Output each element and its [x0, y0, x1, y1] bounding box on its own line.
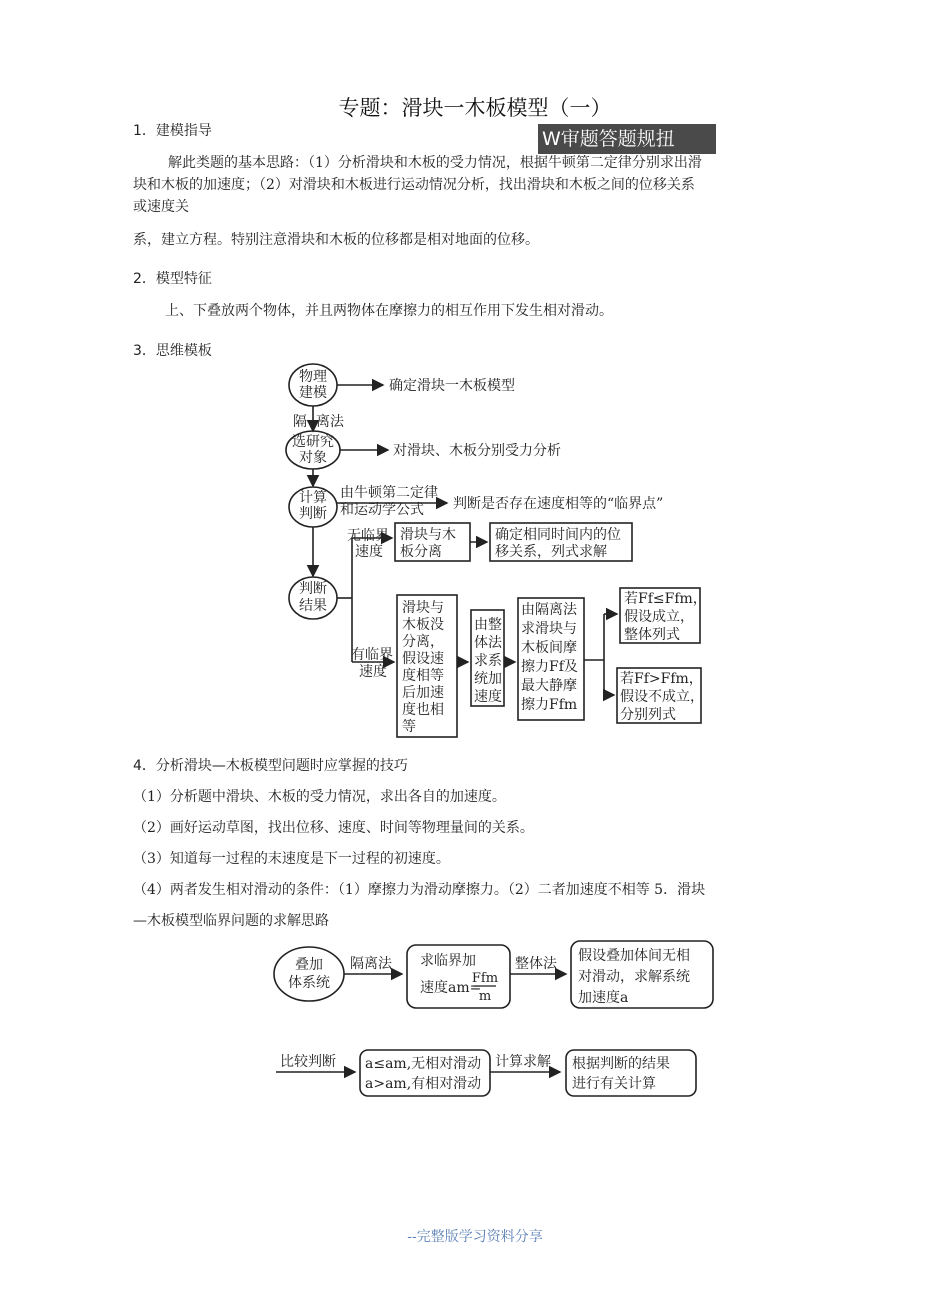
flow2-node3-line-3: 加速度a — [578, 990, 629, 1006]
section-3-heading: 3．思维模板 — [133, 343, 212, 359]
tip-1: （1）分析题中滑块、木板的受力情况，求出各自的加速度。 — [133, 789, 506, 805]
assume-box-line-7: 度也相 — [402, 702, 444, 718]
assume-box-line-4: 假设速 — [402, 651, 444, 667]
node3-line1: 计算 — [299, 490, 327, 506]
label-isolation-a: 隔 — [293, 414, 307, 430]
node2-line2: 对象 — [299, 450, 327, 466]
flow2-compare-b: a>am,有相对滑动 — [365, 1076, 482, 1092]
flow2-node2-line2: 速度am= — [420, 980, 482, 996]
flow2-edge-isolation: 隔离法 — [350, 956, 392, 972]
flow2-frac-den: m — [478, 989, 492, 1004]
node4-line1: 判断 — [299, 581, 327, 597]
section-1-heading: 1．建模指导 — [133, 123, 212, 139]
node2-line1: 选研究 — [292, 434, 334, 450]
flow2-node1-line1: 叠加 — [295, 957, 323, 973]
section-4-heading: 4．分析滑块—木板模型问题时应掌握的技巧 — [133, 758, 408, 774]
section-1-line-1: 解此类题的基本思路：（1）分析滑块和木板的受力情况，根据牛顿第二定律分别求出滑 — [168, 155, 702, 171]
whole-box-line-1: 由整 — [474, 617, 502, 633]
iso-box-line-1: 由隔离法 — [521, 602, 577, 618]
cond-valid-line-1: 若Ff≤Ffm， — [624, 591, 707, 607]
result-a: 确定相同时间内的位 — [495, 527, 621, 543]
cond-valid-line-2: 假设成立， — [624, 609, 694, 625]
flow2-final-b: 进行有关计算 — [572, 1076, 656, 1092]
tip-3: （3）知道每一过程的末速度是下一过程的初速度。 — [133, 851, 450, 867]
result-b: 移关系，列式求解 — [495, 544, 607, 560]
tip-4: （4）两者发生相对滑动的条件：（1）摩擦力为滑动摩擦力。（2）二者加速度不相等 5．滑块 — [133, 882, 706, 898]
flow2-edge-whole: 整体法 — [515, 956, 557, 972]
out2-text: 对滑块、木板分别受力分析 — [393, 443, 561, 459]
flow2-node3-line-2: 对滑动，求解系统 — [578, 969, 690, 985]
assume-box-line-1: 滑块与 — [402, 600, 444, 616]
flow2-node3-line-1: 假设叠加体间无相 — [578, 948, 690, 964]
assume-box-line-2: 木板没 — [402, 617, 444, 633]
assume-box-line-5: 度相等 — [402, 668, 444, 684]
node3-line2: 判断 — [299, 506, 327, 522]
flow2-start-label: 比较判断 — [280, 1054, 336, 1070]
assume-box-line-3: 分离， — [402, 634, 444, 650]
section-2-heading: 2．模型特征 — [133, 271, 212, 287]
watermark-badge: W审题答题规扭 — [538, 124, 716, 154]
iso-box-line-6: 擦力Ffm — [521, 697, 578, 713]
cond-valid-line-3: 整体列式 — [624, 627, 680, 643]
has-critical-a: 有临界 — [351, 647, 393, 663]
iso-box-line-2: 求滑块与 — [521, 621, 577, 637]
no-critical-b: 速度 — [355, 544, 383, 560]
label-isolation-b: 离法 — [316, 414, 344, 430]
has-critical-b: 速度 — [359, 664, 387, 680]
cond-invalid-line-2: 假设不成立， — [620, 689, 704, 705]
out3-text: 判断是否存在速度相等的“临界点” — [453, 496, 664, 512]
stacked-system-node — [274, 947, 344, 1001]
node4-line2: 结果 — [299, 598, 327, 614]
node1-line1: 物理 — [299, 369, 327, 385]
section-1-line-2: 块和木板的加速度；（2）对滑块和木板进行运动情况分析，找出滑块和木板之间的位移关系 — [133, 177, 695, 193]
assume-box-line-6: 后加速 — [402, 685, 444, 701]
whole-box-line-3: 求系 — [474, 653, 502, 669]
separation-b: 板分离 — [400, 544, 442, 560]
section-1-line-4: 系，建立方程。特别注意滑块和木板的位移都是相对地面的位移。 — [133, 232, 539, 248]
tip-2: （2）画好运动草图，找出位移、速度、时间等物理量间的关系。 — [133, 820, 534, 836]
iso-box-line-4: 擦力Ff及 — [521, 659, 578, 675]
flow2-final-a: 根据判断的结果 — [572, 1056, 670, 1072]
node1-line2: 建模 — [299, 385, 327, 401]
no-critical-a: 无临界 — [347, 528, 389, 544]
page-title: 专题：滑块一木板模型（一） — [338, 96, 612, 120]
whole-box-line-4: 统加 — [474, 671, 502, 687]
whole-box-line-5: 速度 — [474, 689, 502, 705]
section-5-tail: —木板模型临界问题的求解思路 — [133, 913, 329, 929]
section-1-line-3: 或速度关 — [133, 199, 189, 215]
assume-box-line-8: 等 — [402, 719, 416, 735]
flow2-node2-line1: 求临界加 — [420, 953, 476, 969]
footer-text: --完整版学习资料分享 — [407, 1229, 543, 1245]
mid3-line1: 由牛顿第二定律 — [340, 485, 438, 501]
mid3-line2: 和运动学公式 — [340, 502, 424, 518]
cond-invalid-line-3: 分别列式 — [620, 707, 676, 723]
flow2-frac-num: Ffm — [471, 971, 499, 986]
iso-box-line-3: 木板间摩 — [521, 640, 577, 656]
out1-text: 确定滑块一木板模型 — [389, 378, 515, 394]
iso-box-line-5: 最大静摩 — [521, 678, 577, 694]
whole-box-line-2: 体法 — [474, 635, 502, 651]
separation-a: 滑块与木 — [400, 527, 456, 543]
flow2-node1-line2: 体系统 — [288, 975, 330, 991]
section-2-text: 上、下叠放两个物体，并且两物体在摩擦力的相互作用下发生相对滑动。 — [165, 303, 613, 319]
cond-invalid-line-1: 若Ff>Ffm， — [620, 671, 703, 687]
flow2-edge-calc: 计算求解 — [495, 1054, 551, 1070]
flow2-compare-a: a≤am,无相对滑动 — [365, 1056, 482, 1072]
